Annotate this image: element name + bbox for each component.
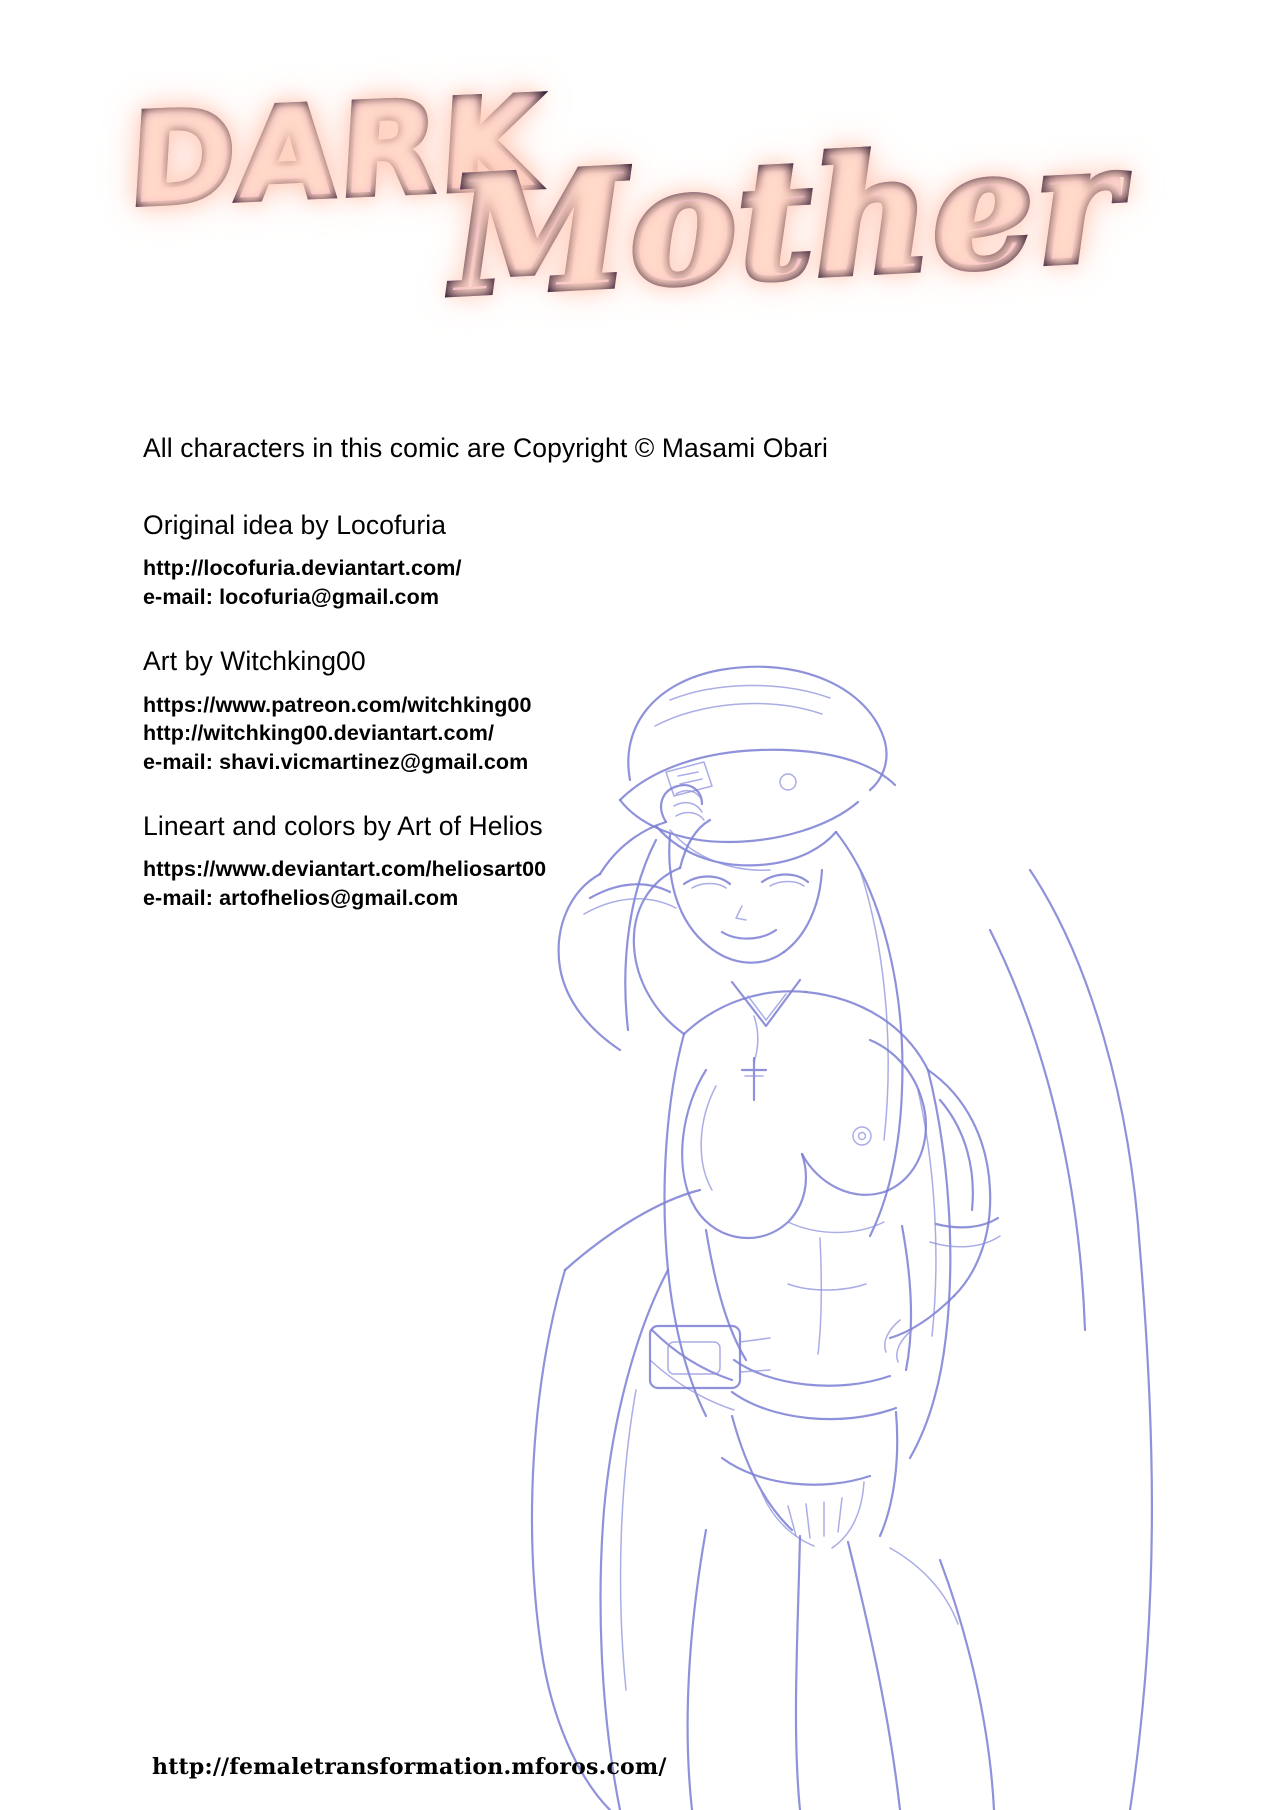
credits-block bbox=[143, 432, 963, 947]
logo-word-mother: Mother bbox=[445, 108, 1127, 332]
credit-heading-art: Art by Witchking00 bbox=[143, 646, 366, 677]
footer-url[interactable]: http://femaletransformation.mforos.com/ bbox=[152, 1754, 667, 1780]
logo-word-dark: DARK bbox=[124, 69, 547, 236]
copyright-line: All characters in this comic are Copyright © Masami Obari bbox=[143, 433, 828, 463]
credit-links-original-idea bbox=[143, 554, 963, 611]
credit-links-art bbox=[143, 691, 963, 777]
credit-heading-original-idea: Original idea by Locofuria bbox=[143, 510, 447, 541]
title-logo bbox=[120, 60, 1160, 340]
credit-link[interactable]: https://www.deviantart.com/heliosart00 bbox=[143, 857, 547, 882]
credit-heading-lineart-colors: Lineart and colors by Art of Helios bbox=[143, 811, 543, 842]
credit-link[interactable]: http://witchking00.deviantart.com/ bbox=[143, 721, 495, 746]
credit-link[interactable]: http://locofuria.deviantart.com/ bbox=[143, 556, 462, 581]
credit-email[interactable]: e-mail: artofhelios@gmail.com bbox=[143, 886, 459, 911]
credit-email[interactable]: e-mail: locofuria@gmail.com bbox=[143, 584, 440, 609]
credit-links-lineart-colors bbox=[143, 855, 963, 912]
credit-link[interactable]: https://www.patreon.com/witchking00 bbox=[143, 692, 532, 717]
credit-email[interactable]: e-mail: shavi.vicmartinez@gmail.com bbox=[143, 749, 529, 774]
